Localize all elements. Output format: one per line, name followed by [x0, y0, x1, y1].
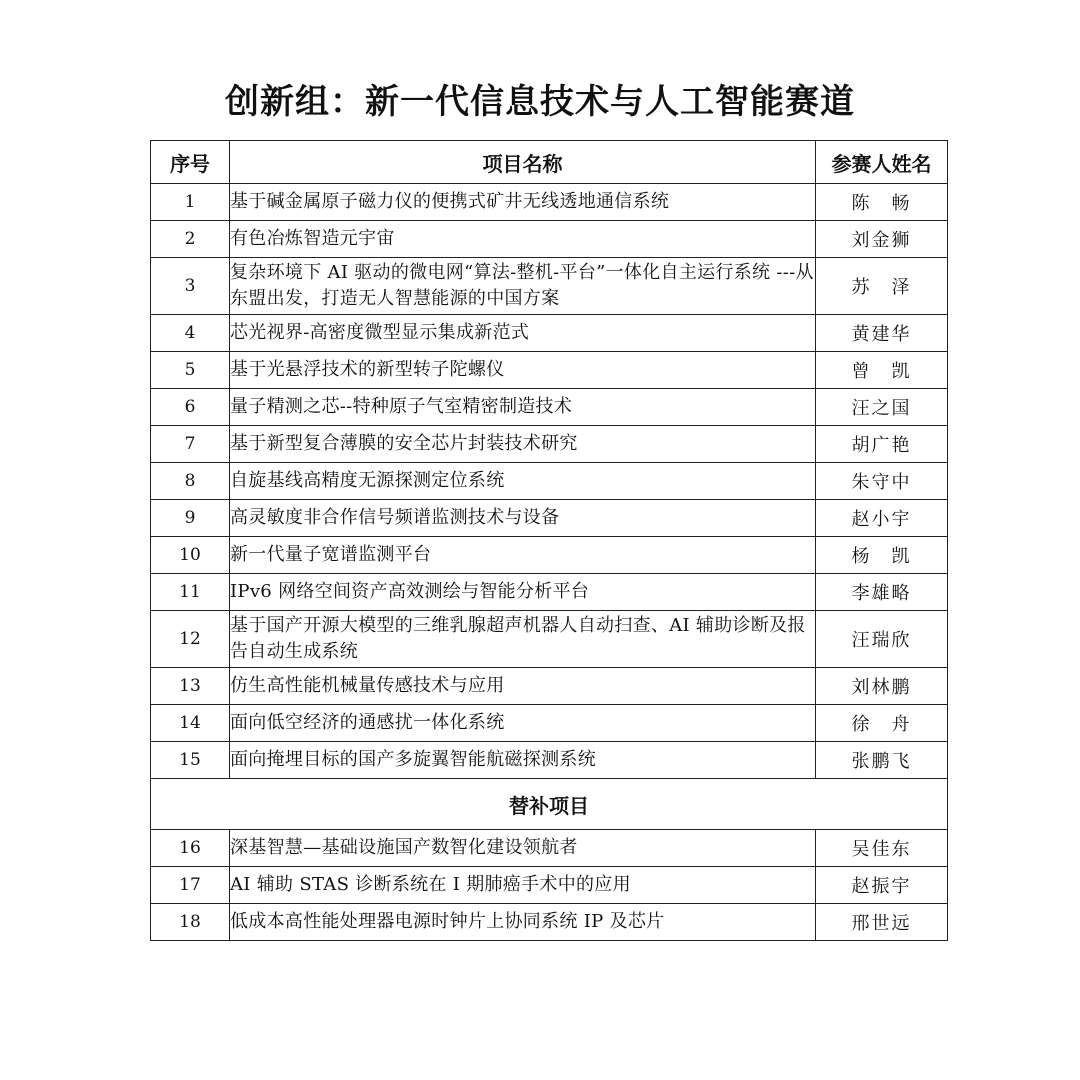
row-number: 16	[151, 830, 230, 867]
row-project-name: 低成本高性能处理器电源时钟片上协同系统 IP 及芯片	[230, 904, 816, 941]
table-row	[151, 258, 948, 315]
row-number: 5	[151, 352, 230, 389]
row-number: 9	[151, 500, 230, 537]
header-number: 序号	[151, 141, 230, 184]
row-participant: 邢世远	[816, 904, 948, 941]
row-participant: 陈 畅	[816, 184, 948, 221]
row-number: 6	[151, 389, 230, 426]
table-row	[151, 463, 948, 500]
row-participant: 汪之国	[816, 389, 948, 426]
table-row	[151, 705, 948, 742]
table-row	[151, 500, 948, 537]
table-row	[151, 537, 948, 574]
row-number: 14	[151, 705, 230, 742]
row-participant: 赵振宇	[816, 867, 948, 904]
table-row	[151, 221, 948, 258]
row-number: 15	[151, 742, 230, 779]
table-row	[151, 184, 948, 221]
table-row	[151, 352, 948, 389]
row-project-name: 基于光悬浮技术的新型转子陀螺仪	[230, 352, 816, 389]
table-row	[151, 904, 948, 941]
project-table	[150, 140, 948, 941]
row-number: 1	[151, 184, 230, 221]
page-title: 创新组：新一代信息技术与人工智能赛道	[225, 82, 855, 122]
row-project-name: 面向掩埋目标的国产多旋翼智能航磁探测系统	[230, 742, 816, 779]
row-project-name: 高灵敏度非合作信号频谱监测技术与设备	[230, 500, 816, 537]
table-row	[151, 830, 948, 867]
row-project-name: 深基智慧—基础设施国产数智化建设领航者	[230, 830, 816, 867]
row-project-name: 仿生高性能机械量传感技术与应用	[230, 668, 816, 705]
row-participant: 徐 舟	[816, 705, 948, 742]
table-row	[151, 574, 948, 611]
row-number: 13	[151, 668, 230, 705]
row-project-name: 芯光视界-高密度微型显示集成新范式	[230, 315, 816, 352]
row-project-name: IPv6 网络空间资产高效测绘与智能分析平台	[230, 574, 816, 611]
substitute-section-label: 替补项目	[151, 779, 948, 830]
row-participant: 张鹏飞	[816, 742, 948, 779]
row-project-name: AI 辅助 STAS 诊断系统在 I 期肺癌手术中的应用	[230, 867, 816, 904]
header-participant-name: 参赛人姓名	[816, 141, 948, 184]
row-number: 17	[151, 867, 230, 904]
row-participant: 黄建华	[816, 315, 948, 352]
row-participant: 苏 泽	[816, 258, 948, 315]
row-participant: 刘金狮	[816, 221, 948, 258]
row-participant: 赵小宇	[816, 500, 948, 537]
row-number: 3	[151, 258, 230, 315]
row-project-name: 复杂环境下 AI 驱动的微电网“算法-整机-平台”一体化自主运行系统 ---从东盟出发，打造无人智慧能源的中国方案	[230, 258, 816, 315]
row-number: 18	[151, 904, 230, 941]
row-participant: 杨 凯	[816, 537, 948, 574]
table-row	[151, 668, 948, 705]
row-project-name: 量子精测之芯--特种原子气室精密制造技术	[230, 389, 816, 426]
row-number: 4	[151, 315, 230, 352]
row-participant: 吴佳东	[816, 830, 948, 867]
row-participant: 曾 凯	[816, 352, 948, 389]
row-participant: 李雄略	[816, 574, 948, 611]
row-project-name: 自旋基线高精度无源探测定位系统	[230, 463, 816, 500]
row-project-name: 基于新型复合薄膜的安全芯片封装技术研究	[230, 426, 816, 463]
row-number: 7	[151, 426, 230, 463]
table-header-row	[151, 141, 948, 184]
table-row	[151, 867, 948, 904]
row-number: 12	[151, 611, 230, 668]
row-participant: 朱守中	[816, 463, 948, 500]
row-project-name: 基于碱金属原子磁力仪的便携式矿井无线透地通信系统	[230, 184, 816, 221]
row-project-name: 有色冶炼智造元宇宙	[230, 221, 816, 258]
row-number: 2	[151, 221, 230, 258]
table-row	[151, 742, 948, 779]
row-project-name: 基于国产开源大模型的三维乳腺超声机器人自动扫查、AI 辅助诊断及报告自动生成系统	[230, 611, 816, 668]
row-participant: 汪瑞欣	[816, 611, 948, 668]
header-project-name: 项目名称	[230, 141, 816, 184]
substitute-section-row	[151, 779, 948, 830]
row-participant: 刘林鹏	[816, 668, 948, 705]
row-number: 11	[151, 574, 230, 611]
row-project-name: 面向低空经济的通感扰一体化系统	[230, 705, 816, 742]
table-row	[151, 389, 948, 426]
table-row	[151, 611, 948, 668]
row-participant: 胡广艳	[816, 426, 948, 463]
row-number: 8	[151, 463, 230, 500]
table-row	[151, 315, 948, 352]
row-number: 10	[151, 537, 230, 574]
row-project-name: 新一代量子宽谱监测平台	[230, 537, 816, 574]
table-row	[151, 426, 948, 463]
